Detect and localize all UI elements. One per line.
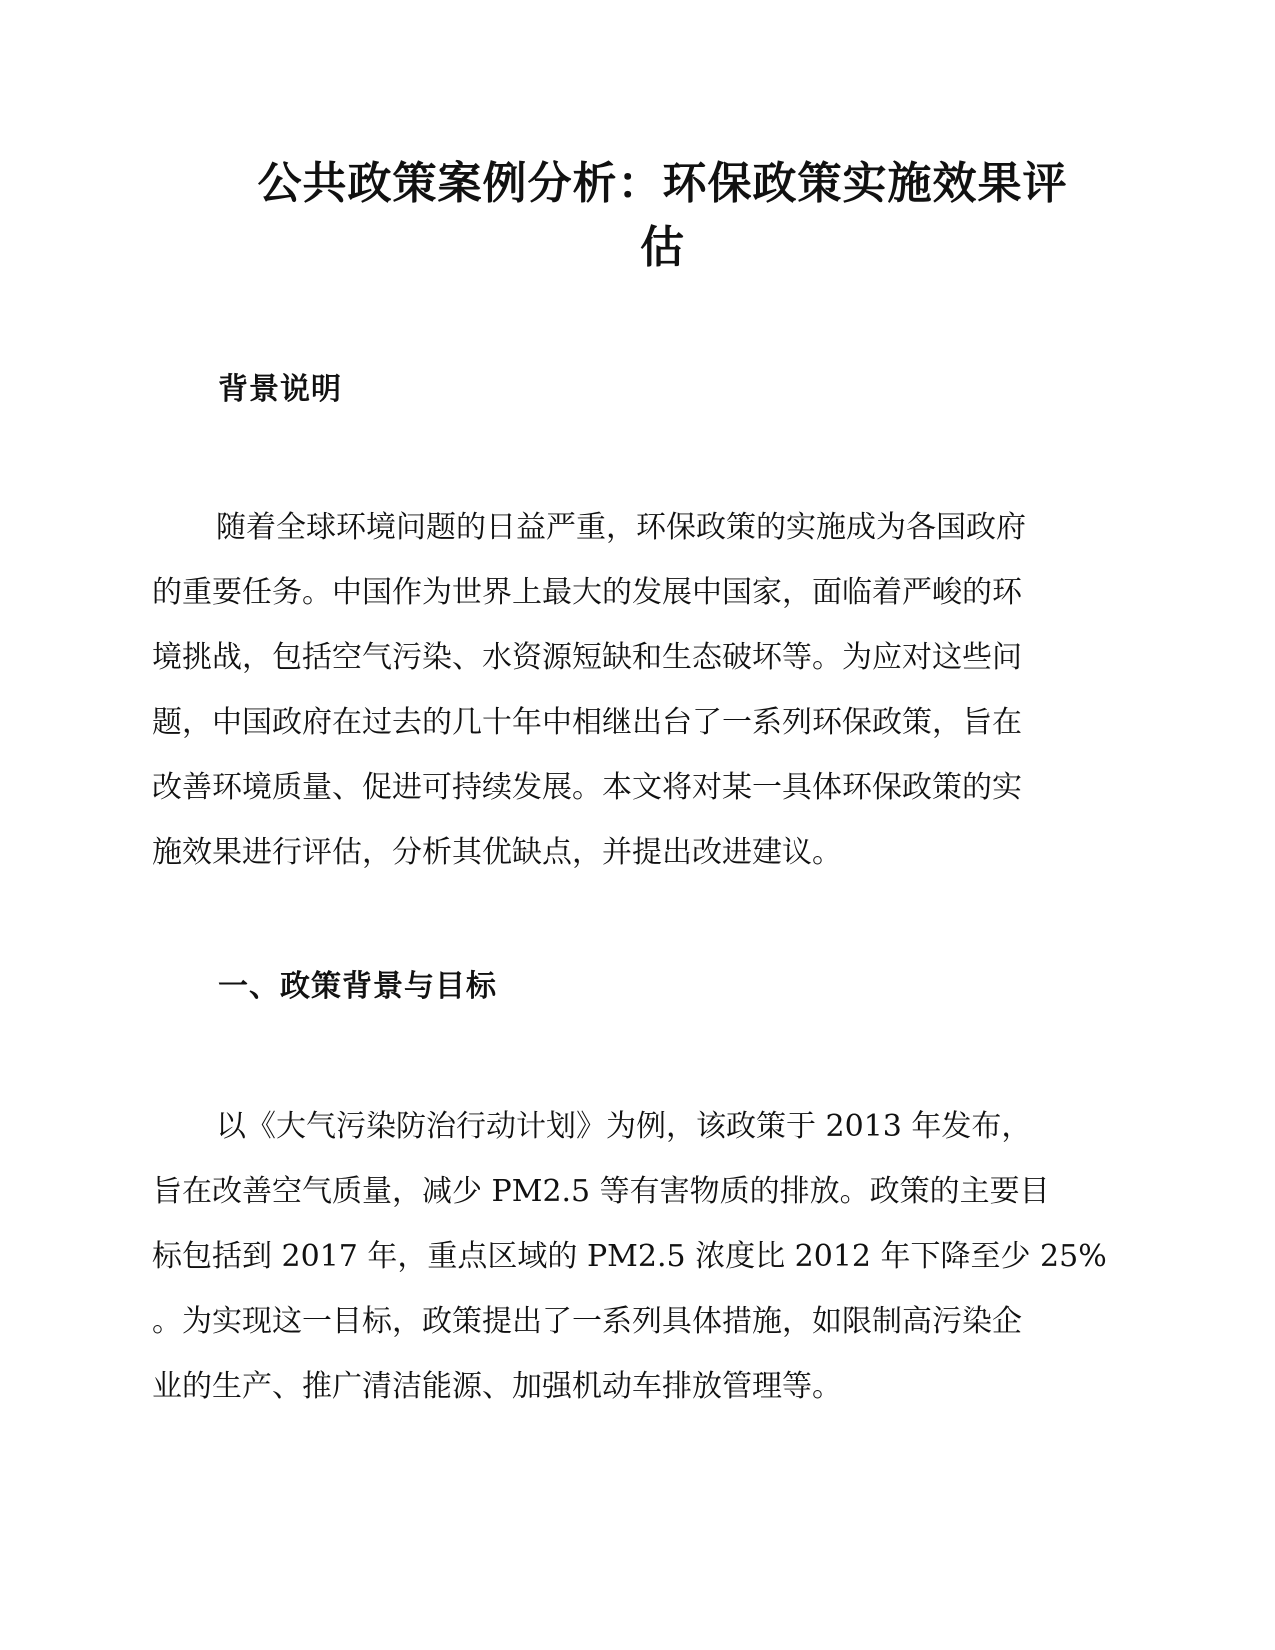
document-title-line-1: 公共政策案例分析：环保政策实施效果评 bbox=[257, 158, 1068, 209]
section-heading-background: 背景说明 bbox=[218, 372, 342, 407]
background-line-4: 题，中国政府在过去的几十年中相继出台了一系列环保政策，旨在 bbox=[152, 705, 1022, 740]
policy-line-4: 。为实现这一目标，政策提出了一系列具体措施，如限制高污染企 bbox=[152, 1304, 1022, 1339]
background-line-6: 施效果进行评估，分析其优缺点，并提出改进建议。 bbox=[152, 835, 842, 870]
policy-line-5: 业的生产、推广清洁能源、加强机动车排放管理等。 bbox=[152, 1369, 842, 1404]
section-heading-policy-background: 一、政策背景与目标 bbox=[218, 969, 497, 1004]
policy-background-paragraph bbox=[152, 1094, 1124, 1419]
policy-line-3: 标包括到 2017 年，重点区域的 PM2.5 浓度比 2012 年下降至少 25% bbox=[152, 1239, 1107, 1274]
policy-line-1: 以《大气污染防治行动计划》为例，该政策于 2013 年发布， bbox=[216, 1109, 1032, 1144]
background-line-1: 随着全球环境问题的日益严重，环保政策的实施成为各国政府 bbox=[216, 510, 1026, 545]
policy-line-2: 旨在改善空气质量，减少 PM2.5 等有害物质的排放。政策的主要目 bbox=[152, 1174, 1050, 1209]
document-title-line-2: 估 bbox=[640, 222, 685, 273]
document-title bbox=[205, 152, 1120, 280]
background-line-2: 的重要任务。中国作为世界上最大的发展中国家，面临着严峻的环 bbox=[152, 575, 1022, 610]
background-line-3: 境挑战，包括空气污染、水资源短缺和生态破坏等。为应对这些问 bbox=[152, 640, 1022, 675]
background-paragraph bbox=[152, 495, 1124, 885]
background-line-5: 改善环境质量、促进可持续发展。本文将对某一具体环保政策的实 bbox=[152, 770, 1022, 805]
